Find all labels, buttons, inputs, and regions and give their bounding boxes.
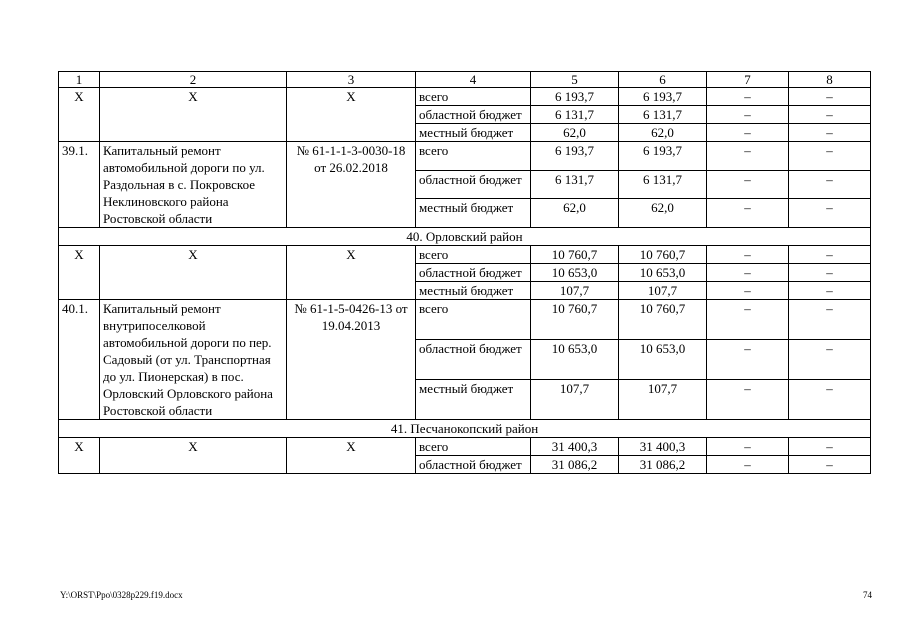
object-name-cell: Х (100, 438, 287, 474)
value-cell: – (707, 380, 789, 420)
header-cell: 7 (707, 72, 789, 88)
value-cell: – (707, 88, 789, 106)
value-cell: – (789, 282, 871, 300)
funding-source-cell: местный бюджет (416, 199, 531, 228)
value-cell: – (789, 170, 871, 199)
item-number-cell: 40.1. (59, 300, 100, 420)
value-cell: – (707, 142, 789, 171)
value-cell: 31 400,3 (531, 438, 619, 456)
value-cell: 10 653,0 (531, 264, 619, 282)
value-cell: 107,7 (531, 282, 619, 300)
document-number-cell: № 61-1-1-3-0030-18 от 26.02.2018 (287, 142, 416, 228)
value-cell: – (789, 88, 871, 106)
funding-source-cell: всего (416, 246, 531, 264)
value-cell: – (789, 264, 871, 282)
item-number-cell: 39.1. (59, 142, 100, 228)
value-cell: – (707, 438, 789, 456)
value-cell: – (707, 456, 789, 474)
value-cell: 10 760,7 (619, 300, 707, 340)
table-body (59, 72, 871, 474)
value-cell: 62,0 (531, 199, 619, 228)
value-cell: 6 193,7 (619, 88, 707, 106)
funding-source-cell: местный бюджет (416, 124, 531, 142)
table-row (59, 142, 871, 171)
header-cell: 6 (619, 72, 707, 88)
value-cell: – (789, 300, 871, 340)
value-cell: – (789, 438, 871, 456)
value-cell: – (789, 142, 871, 171)
object-name-cell: Капитальный ремонт внутрипоселковой автомобильной дороги по пер. Садовый (от ул. Транспортная до ул. Пионерская) в пос. Орловский Орловского района Ростовской области (100, 300, 287, 420)
value-cell: 6 131,7 (531, 106, 619, 124)
funding-source-cell: областной бюджет (416, 170, 531, 199)
value-cell: 62,0 (619, 199, 707, 228)
funding-source-cell: областной бюджет (416, 456, 531, 474)
value-cell: – (707, 264, 789, 282)
item-number-cell: Х (59, 246, 100, 300)
value-cell: 10 653,0 (531, 340, 619, 380)
object-name-cell: Х (100, 246, 287, 300)
value-cell: – (789, 246, 871, 264)
section-row (59, 228, 871, 246)
header-cell: 3 (287, 72, 416, 88)
footer-page-number: 74 (863, 590, 872, 600)
funding-source-cell: всего (416, 300, 531, 340)
header-cell: 2 (100, 72, 287, 88)
footer-file-path: Y:\ORST\Ppo\0328p229.f19.docx (60, 590, 183, 600)
value-cell: – (707, 124, 789, 142)
document-number-cell: № 61-1-5-0426-13 от 19.04.2013 (287, 300, 416, 420)
value-cell: 6 131,7 (531, 170, 619, 199)
document-number-cell: Х (287, 438, 416, 474)
value-cell: – (707, 340, 789, 380)
table-row (59, 438, 871, 456)
value-cell: 6 193,7 (531, 142, 619, 171)
table-row (59, 246, 871, 264)
value-cell: – (789, 456, 871, 474)
header-cell: 5 (531, 72, 619, 88)
value-cell: 31 400,3 (619, 438, 707, 456)
header-cell: 1 (59, 72, 100, 88)
item-number-cell: Х (59, 88, 100, 142)
value-cell: 6 193,7 (619, 142, 707, 171)
value-cell: 62,0 (619, 124, 707, 142)
value-cell: 6 131,7 (619, 106, 707, 124)
value-cell: – (789, 199, 871, 228)
value-cell: – (707, 199, 789, 228)
value-cell: 10 653,0 (619, 264, 707, 282)
value-cell: – (707, 106, 789, 124)
item-number-cell: Х (59, 438, 100, 474)
value-cell: 62,0 (531, 124, 619, 142)
funding-source-cell: областной бюджет (416, 264, 531, 282)
value-cell: – (707, 246, 789, 264)
funding-source-cell: местный бюджет (416, 282, 531, 300)
value-cell: 10 760,7 (531, 246, 619, 264)
value-cell: 10 760,7 (619, 246, 707, 264)
value-cell: – (789, 124, 871, 142)
funding-source-cell: всего (416, 438, 531, 456)
section-title: 40. Орловский район (59, 228, 871, 246)
header-row (59, 72, 871, 88)
value-cell: – (789, 106, 871, 124)
value-cell: 31 086,2 (619, 456, 707, 474)
table-row (59, 300, 871, 340)
value-cell: 31 086,2 (531, 456, 619, 474)
section-row (59, 420, 871, 438)
funding-source-cell: областной бюджет (416, 106, 531, 124)
value-cell: 6 131,7 (619, 170, 707, 199)
value-cell: – (789, 340, 871, 380)
header-cell: 4 (416, 72, 531, 88)
table-row (59, 88, 871, 106)
document-number-cell: Х (287, 88, 416, 142)
section-title: 41. Песчанокопский район (59, 420, 871, 438)
header-cell: 8 (789, 72, 871, 88)
value-cell: 10 653,0 (619, 340, 707, 380)
object-name-cell: Х (100, 88, 287, 142)
funding-source-cell: областной бюджет (416, 340, 531, 380)
funding-source-cell: местный бюджет (416, 380, 531, 420)
value-cell: 107,7 (531, 380, 619, 420)
value-cell: – (707, 170, 789, 199)
value-cell: 107,7 (619, 380, 707, 420)
value-cell: – (707, 282, 789, 300)
budget-table (58, 71, 871, 474)
value-cell: 10 760,7 (531, 300, 619, 340)
object-name-cell: Капитальный ремонт автомобильной дороги по ул. Раздольная в с. Покровское Неклиновского района Ростовской области (100, 142, 287, 228)
value-cell: 6 193,7 (531, 88, 619, 106)
funding-source-cell: всего (416, 142, 531, 171)
document-number-cell: Х (287, 246, 416, 300)
value-cell: – (707, 300, 789, 340)
value-cell: 107,7 (619, 282, 707, 300)
value-cell: – (789, 380, 871, 420)
funding-source-cell: всего (416, 88, 531, 106)
